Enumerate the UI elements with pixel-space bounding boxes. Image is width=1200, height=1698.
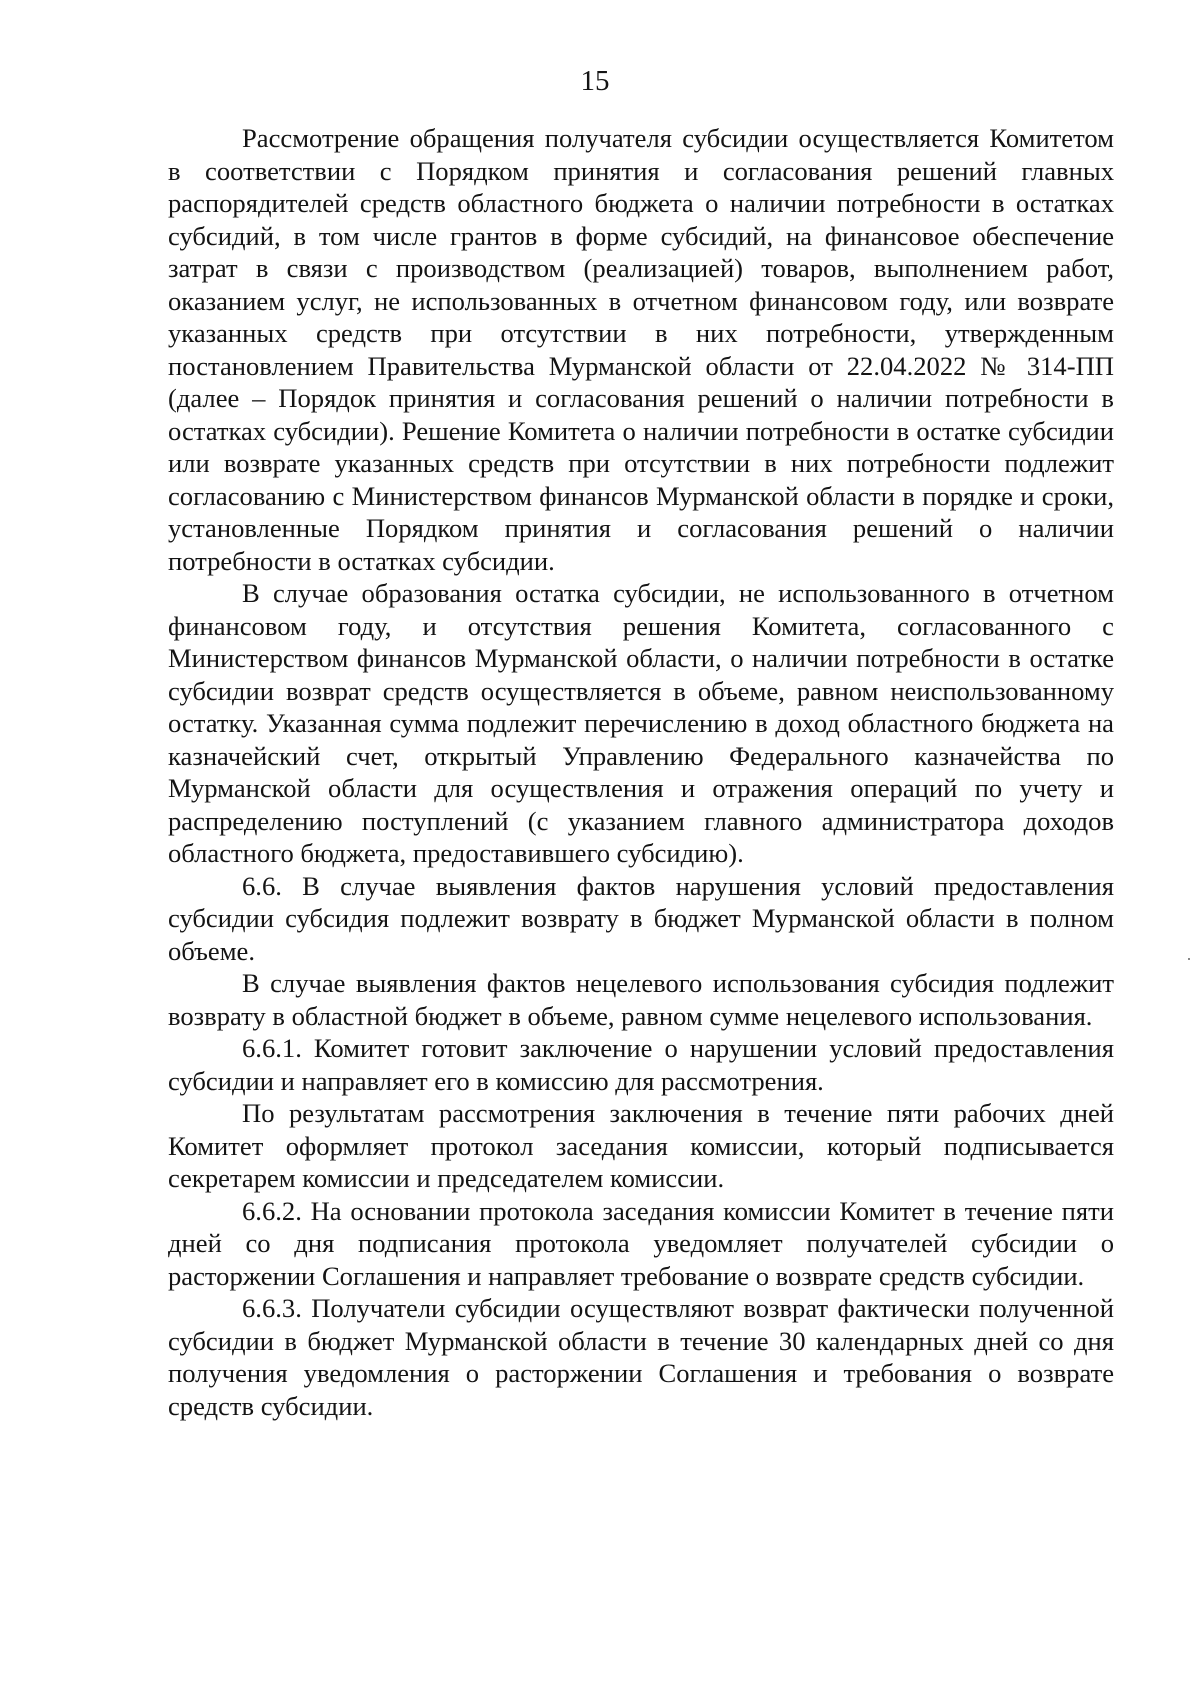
paragraph-clause-6-6-2: 6.6.2. На основании протокола заседания комиссии Комитет в течение пяти дней со дня подписания протокола уведомляет получателей субсидии о расторжении Соглашения и направляет требование о возврате средств субсидии. — [168, 1195, 1114, 1291]
scan-artifact — [1188, 958, 1190, 960]
paragraph-review-of-request: Рассмотрение обращения получателя субсидии осуществляется Комитетом в соответствии с Порядком принятия и согласования решений главных распорядителей средств областного бюджета о наличии потребности в остатках субсидий, в том числе грантов в форме субсидий, на финансовое обеспечение затрат в связи с производством (реализацией) товаров, выполнением работ, оказанием услуг, не использованных в отчетном финансовом году, или возврате указанных средств при отсутствии в них потребности, утвержденным постановлением Правительства Мурманской области от 22.04.2022 № 314-ПП (далее – Порядок принятия и согласования решений о наличии потребности в остатках субсидии). Решение Комитета о наличии потребности в остатке субсидии или возврате указанных средств при отсутствии в них потребности подлежит согласованию с Министерством финансов Мурманской области в порядке и сроки, установленные Порядком принятия и согласования решений о наличии потребности в остатках субсидии. — [168, 123, 1114, 576]
page-number: 15 — [580, 65, 610, 97]
paragraph-commission-protocol: По результатам рассмотрения заключения в течение пяти рабочих дней Комитет оформляет протокол заседания комиссии, который подписывается секретарем комиссии и председателем комиссии. — [168, 1098, 1114, 1193]
paragraph-clause-6-6: 6.6. В случае выявления фактов нарушения условий предоставления субсидии субсидия подлежит возврату в бюджет Мурманской области в полном объеме. — [168, 870, 1114, 966]
paragraph-misuse-return: В случае выявления фактов нецелевого использования субсидия подлежит возврату в областной бюджет в объеме, равном сумме нецелевого использования. — [168, 968, 1114, 1031]
document-body — [168, 122, 1114, 1422]
paragraph-clause-6-6-1: 6.6.1. Комитет готовит заключение о нарушении условий предоставления субсидии и направляет его в комиссию для рассмотрения. — [168, 1033, 1114, 1096]
paragraph-unused-balance-return: В случае образования остатка субсидии, не использованного в отчетном финансовом году, и отсутствия решения Комитета, согласованного с Министерством финансов Мурманской области, о наличии потребности в остатке субсидии возврат средств осуществляется в объеме, равном неиспользованному остатку. Указанная сумма подлежит перечислению в доход областного бюджета на казначейский счет, открытый Управлению Федерального казначейства по Мурманской области для осуществления и отражения операций по учету и распределению поступлений (с указанием главного администратора доходов областного бюджета, предоставившего субсидию). — [168, 578, 1114, 868]
paragraph-clause-6-6-3: 6.6.3. Получатели субсидии осуществляют возврат фактически полученной субсидии в бюджет Мурманской области в течение 30 календарных дней со дня получения уведомления о расторжении Соглашения и требования о возврате средств субсидии. — [168, 1293, 1114, 1421]
